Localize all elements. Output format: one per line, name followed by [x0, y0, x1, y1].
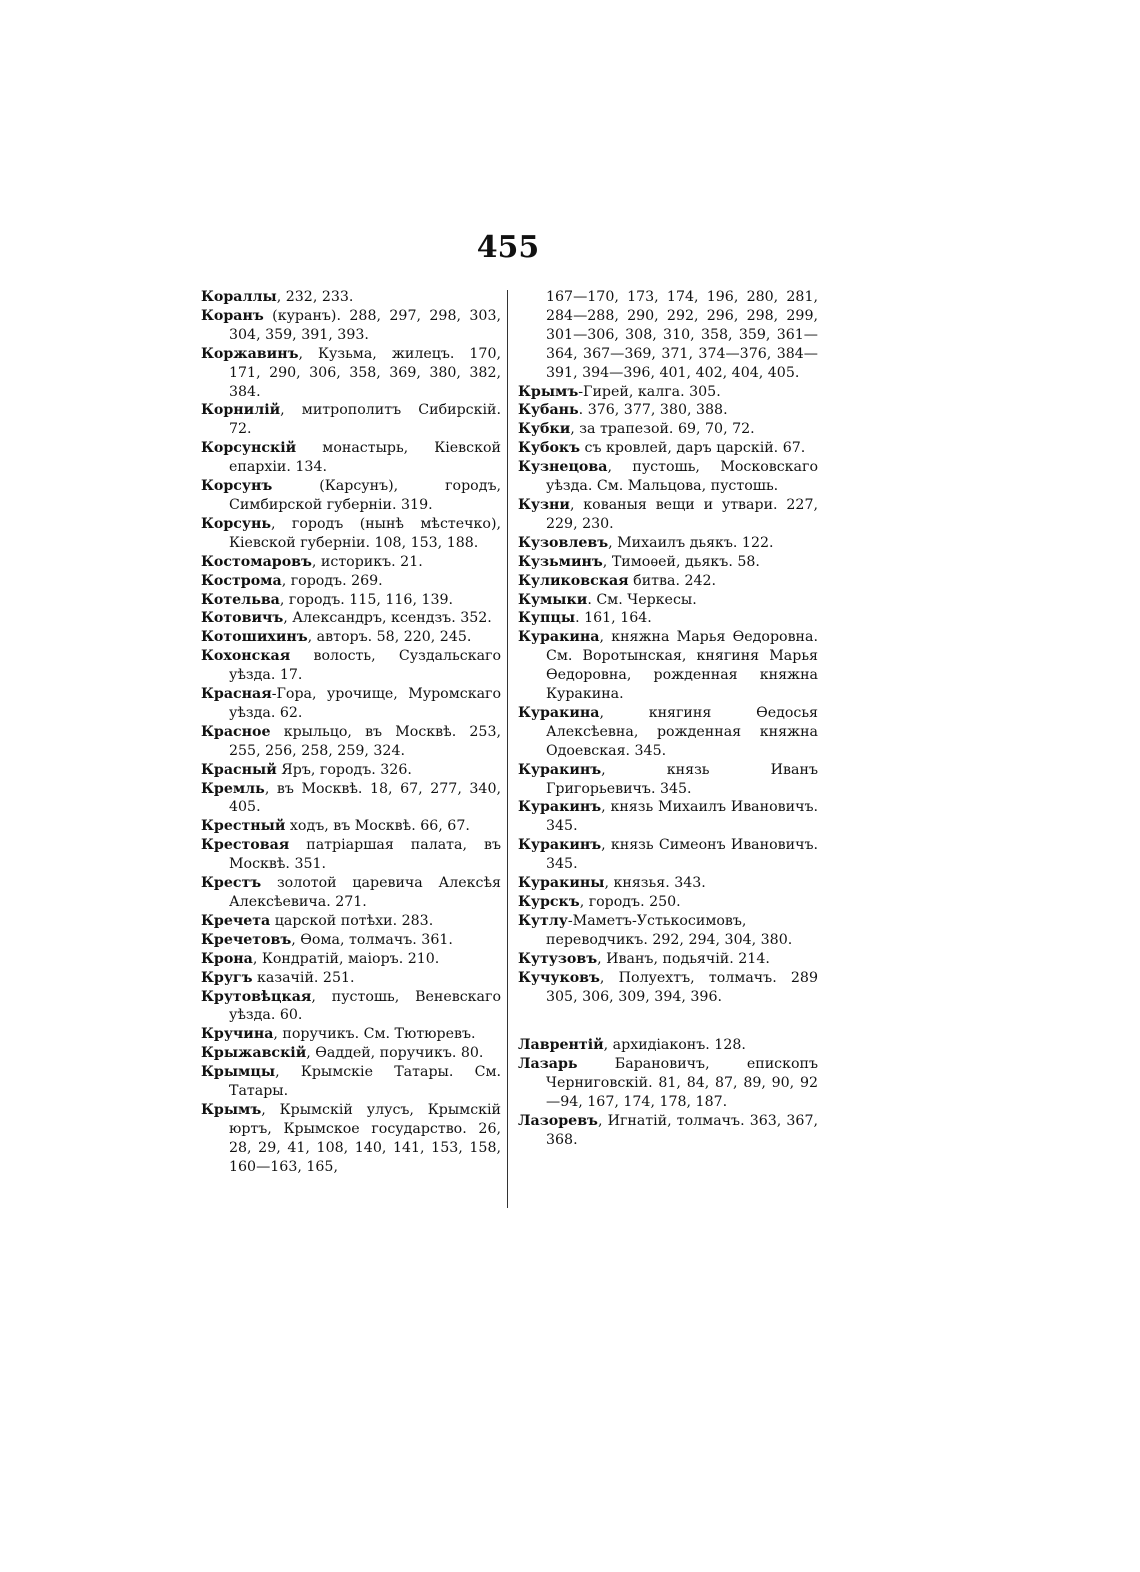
entry-text: , Полуехтъ, толмачъ. 289 305, 306, 309, 394, 396. — [546, 969, 818, 1005]
entry-text: , Игнатій, толмачъ. 363, 367, 368. — [546, 1113, 818, 1148]
entry-headword: Кузьминъ — [518, 553, 603, 570]
index-entry — [201, 931, 501, 950]
entry-headword: Коржавинъ — [201, 345, 299, 362]
entry-text: , городъ. 115, 116, 139. — [279, 591, 454, 608]
entry-text: , за трапезой. 69, 70, 72. — [570, 421, 755, 438]
entry-headword: Куракина — [518, 629, 600, 646]
entry-text: , архидіаконъ. 128. — [603, 1037, 746, 1054]
index-entry — [201, 1101, 501, 1177]
index-entry — [201, 515, 501, 553]
page-number: 455 — [476, 230, 540, 265]
entry-text: . См. Черкесы. — [587, 591, 697, 608]
entry-headword: Красная — [201, 686, 272, 703]
entry-text: . 161, 164. — [575, 610, 652, 627]
index-entry — [201, 307, 501, 345]
index-entry — [201, 1063, 501, 1101]
entry-text: -Гирей, калга. 305. — [578, 383, 721, 400]
entry-text: , княжна Марья Ѳедоровна. См. Воротынская, княгиня Марья Ѳедоровна, рожденная княжна Куракина. — [546, 629, 818, 703]
index-entry — [518, 439, 818, 458]
entry-headword: Кузнецова — [518, 459, 608, 476]
entry-text: , авторъ. 58, 220, 245. — [307, 629, 472, 646]
entry-headword: Курскъ — [518, 894, 580, 910]
entry-text: , князь Иванъ Григорьевичъ. 345. — [546, 761, 818, 797]
entry-text: битва. 242. — [628, 572, 717, 589]
index-entry — [201, 439, 501, 477]
entry-text: Барановичъ, епископъ Черниговскій. 81, 84, 87, 89, 90, 92—94, 167, 174, 178, 187. — [546, 1056, 818, 1111]
index-entry — [201, 988, 501, 1026]
entry-headword: Корнилій — [201, 402, 281, 419]
index-entry — [518, 969, 818, 1007]
entry-text: , городъ. 269. — [281, 572, 383, 589]
entry-headword: Котельва — [201, 591, 280, 608]
entry-headword: Крымцы — [201, 1064, 276, 1081]
index-entry — [518, 798, 818, 836]
index-entry — [518, 401, 818, 420]
entry-text: царской потѣхи. 283. — [270, 912, 434, 929]
index-entry — [201, 628, 501, 647]
entry-headword: Кумыки — [518, 591, 588, 608]
index-entry — [201, 647, 501, 685]
entry-headword: Котовичъ — [201, 610, 284, 627]
entry-text: , Александръ, ксендзъ. 352. — [283, 610, 492, 627]
index-entry — [518, 874, 818, 893]
index-entry — [201, 609, 501, 628]
entry-headword: Крымъ — [518, 383, 579, 400]
entry-text: волость, Суздальскаго уѣзда. 17. — [229, 648, 501, 684]
index-entry — [518, 1055, 818, 1112]
index-entry — [518, 383, 818, 402]
entry-headword: Крутовѣцкая — [201, 988, 312, 1005]
entry-text: , историкъ. 21. — [311, 553, 423, 570]
index-entry — [201, 401, 501, 439]
entry-headword: Кремль — [201, 780, 265, 797]
entry-text: , князь Михаилъ Ивановичъ. 345. — [546, 799, 818, 835]
entry-headword: Купцы — [518, 610, 576, 627]
entry-headword: Коранъ — [201, 307, 264, 324]
index-entry — [518, 609, 818, 628]
index-entry — [201, 288, 501, 307]
entry-headword: Крыжавскій — [201, 1045, 307, 1062]
index-entry — [518, 704, 818, 761]
entry-headword: Красное — [201, 723, 271, 740]
entry-text: , 232, 233. — [276, 289, 354, 305]
entry-text: -Маметъ-Устькосимовъ, переводчикъ. 292, 294, 304, 380. — [546, 912, 793, 948]
entry-text: , Иванъ, подьячій. 214. — [597, 950, 770, 967]
index-entry — [201, 553, 501, 572]
entry-text: казачій. 251. — [252, 969, 355, 986]
index-entry — [201, 836, 501, 874]
entry-text: , Крымскіе Татары. См. Татары. — [229, 1064, 501, 1100]
index-entry — [518, 761, 818, 799]
entry-text: , князь Симеонъ Ивановичъ. 345. — [546, 837, 818, 873]
entry-text: крыльцо, въ Москвѣ. 253, 255, 256, 258, 259, 324. — [229, 723, 501, 759]
index-entry — [201, 817, 501, 836]
entry-headword: Кручина — [201, 1026, 274, 1043]
entry-text: (куранъ). 288, 297, 298, 303, 304, 359, 391, 393. — [229, 307, 501, 343]
entry-text: . 376, 377, 380, 388. — [578, 402, 728, 419]
index-entry — [201, 685, 501, 723]
entry-headword: Корсунскій — [201, 440, 297, 457]
index-entry — [518, 1036, 818, 1055]
index-entry — [201, 723, 501, 761]
index-entry — [518, 591, 818, 610]
entry-text: , князья. 343. — [604, 875, 706, 892]
index-entry — [518, 950, 818, 969]
entry-headword: Костомаровъ — [201, 553, 312, 570]
index-entry — [201, 950, 501, 969]
entry-headword: Кучуковъ — [518, 969, 600, 986]
entry-headword: Крымъ — [201, 1101, 262, 1118]
entry-headword: Куракины — [518, 875, 605, 892]
entry-headword: Лаврентій — [518, 1037, 604, 1054]
entry-text: , Крымскій улусъ, Крымскій юртъ, Крымское государство. 26, 28, 29, 41, 108, 140, 141, 153, 158, 160—163, 165, — [229, 1101, 501, 1175]
column-divider — [507, 290, 508, 1208]
entry-headword: Кохонская — [201, 648, 291, 665]
index-entry — [518, 534, 818, 553]
index-entry — [201, 591, 501, 610]
right-column-l-entries — [518, 1036, 818, 1149]
index-entry — [201, 1025, 501, 1044]
index-entry — [201, 345, 501, 402]
entry-headword: Котошихинъ — [201, 629, 308, 646]
index-entry — [518, 458, 818, 496]
index-entry — [518, 836, 818, 874]
index-entry — [518, 912, 818, 950]
right-column — [518, 288, 818, 1150]
entry-text: , городъ (нынѣ мѣстечко), Кіевской губерніи. 108, 153, 188. — [229, 515, 501, 551]
entry-headword: Крона — [201, 950, 253, 967]
entry-text: монастырь, Кіевской епархіи. 134. — [229, 440, 501, 476]
entry-text: , въ Москвѣ. 18, 67, 277, 340, 405. — [229, 780, 501, 816]
entry-headword: Кругъ — [201, 969, 253, 986]
entry-text: , княгиня Ѳедосья Алексѣевна, рожденная княжна Одоевская. 345. — [546, 704, 818, 759]
entry-text: , кованыя вещи и утвари. 227, 229, 230. — [546, 496, 818, 532]
entry-text: , поручикъ. См. Тютюревъ. — [273, 1026, 476, 1043]
entry-headword: Куракинъ — [518, 837, 602, 854]
entry-headword: Кубокъ — [518, 440, 581, 457]
entry-text: , пустошь, Московскаго уѣзда. См. Мальцова, пустошь. — [546, 459, 818, 495]
index-entry — [201, 874, 501, 912]
entry-headword: Куракина — [518, 704, 600, 721]
index-entry — [201, 912, 501, 931]
entry-headword: Крестный — [201, 818, 286, 835]
entry-headword: Кутузовъ — [518, 950, 598, 967]
index-entry — [201, 477, 501, 515]
letter-section-gap — [518, 1006, 818, 1036]
entry-headword: Кубань — [518, 402, 579, 419]
entry-headword: Кречетовъ — [201, 931, 292, 948]
entry-headword: Корсунъ — [201, 478, 273, 495]
entry-continuation: 167—170, 173, 174, 196, 280, 281, 284—288, 290, 292, 296, 298, 299, 301—306, 308, 310, 358, 359, 361—364, 367—369, 371, 374—376, 384—391, 394—396, 401, 402, 404, 405. — [546, 289, 818, 381]
entry-headword: Корсунь — [201, 515, 272, 532]
index-entry — [201, 969, 501, 988]
entry-text: , Ѳома, толмачъ. 361. — [291, 931, 453, 948]
entry-text: , Кондратій, маіоръ. 210. — [252, 950, 440, 967]
entry-headword: Кутлу — [518, 912, 568, 929]
entry-headword: Крестъ — [201, 875, 262, 892]
entry-text: , митрополитъ Сибирскій. 72. — [229, 402, 501, 438]
entry-headword: Кубки — [518, 421, 571, 438]
index-entry — [201, 1044, 501, 1063]
entry-text: золотой царевича Алексѣя Алексѣевича. 271. — [229, 875, 501, 910]
index-entry — [518, 496, 818, 534]
index-entry — [518, 1112, 818, 1150]
entry-text: ходъ, въ Москвѣ. 66, 67. — [285, 818, 470, 835]
index-entry — [201, 780, 501, 818]
index-entry — [518, 893, 818, 912]
entry-headword: Кузни — [518, 496, 570, 513]
entry-text: , Михаилъ дьякъ. 122. — [608, 534, 774, 551]
index-entry — [518, 572, 818, 591]
entry-text: (Карсунъ), городъ, Симбирской губерніи. 319. — [229, 478, 501, 513]
entry-headword: Крестовая — [201, 837, 290, 854]
entry-text: , Ѳаддей, поручикъ. 80. — [306, 1045, 484, 1062]
entry-text: патріаршая палата, въ Москвѣ. 351. — [229, 837, 501, 873]
entry-text: , городъ. 250. — [579, 894, 681, 910]
index-entry — [518, 628, 818, 704]
left-column — [201, 288, 501, 1177]
index-entry — [518, 553, 818, 572]
entry-headword: Куракинъ — [518, 761, 602, 778]
index-entry — [201, 572, 501, 591]
right-column-k-entries — [518, 383, 818, 1007]
entry-text: съ кровлей, даръ царскій. 67. — [580, 440, 806, 457]
entry-headword: Кострома — [201, 572, 282, 589]
entry-headword: Лазарь — [518, 1056, 578, 1073]
entry-headword: Красный — [201, 761, 277, 778]
entry-headword: Куракинъ — [518, 799, 602, 816]
index-entry — [201, 761, 501, 780]
entry-text: , пустошь, Веневскаго уѣзда. 60. — [229, 988, 501, 1024]
index-entry — [518, 420, 818, 439]
entry-headword: Куликовская — [518, 572, 629, 589]
entry-headword: Лазоревъ — [518, 1113, 598, 1130]
entry-text: , Тимоѳей, дьякъ. 58. — [602, 553, 760, 570]
entry-text: Яръ, городъ. 326. — [276, 761, 412, 778]
entry-text: , Кузьма, жилецъ. 170, 171, 290, 306, 358, 369, 380, 382, 384. — [229, 345, 501, 400]
entry-headword: Кузовлевъ — [518, 534, 609, 551]
entry-text: -Гора, урочище, Муромскаго уѣзда. 62. — [229, 686, 501, 721]
entry-headword: Кораллы — [201, 289, 277, 305]
entry-headword: Кречета — [201, 912, 271, 929]
